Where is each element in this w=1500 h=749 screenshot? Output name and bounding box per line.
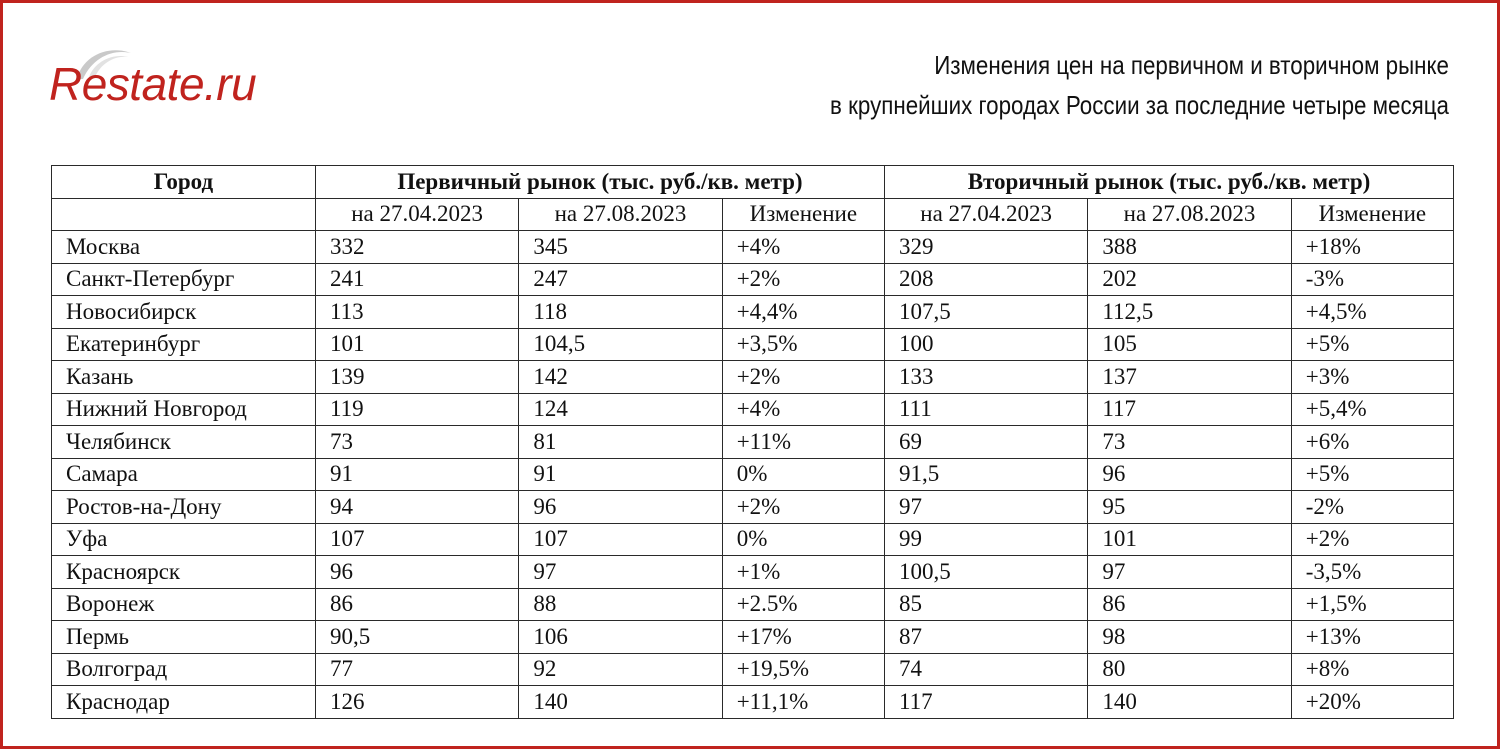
cell-secondary-change: +13% <box>1291 621 1453 654</box>
table-row <box>52 556 1454 589</box>
cell-city: Москва <box>52 231 316 264</box>
cell-secondary-change: +4,5% <box>1291 296 1453 329</box>
cell-primary-date-1: 119 <box>315 393 518 426</box>
cell-primary-change: +11,1% <box>722 686 884 719</box>
cell-secondary-date-1: 99 <box>884 523 1087 556</box>
cell-secondary-date-2: 388 <box>1088 231 1291 264</box>
cell-secondary-change: +1,5% <box>1291 588 1453 621</box>
cell-secondary-change: -3,5% <box>1291 556 1453 589</box>
table-row <box>52 426 1454 459</box>
logo-text: Restate.ru <box>49 58 257 110</box>
table-row <box>52 686 1454 719</box>
cell-primary-date-2: 104,5 <box>519 328 722 361</box>
cell-secondary-change: +5% <box>1291 328 1453 361</box>
cell-secondary-date-2: 202 <box>1088 263 1291 296</box>
cell-city: Волгоград <box>52 653 316 686</box>
cell-secondary-change: +5,4% <box>1291 393 1453 426</box>
cell-city: Уфа <box>52 523 316 556</box>
cell-secondary-change: +18% <box>1291 231 1453 264</box>
cell-secondary-date-2: 86 <box>1088 588 1291 621</box>
cell-city: Казань <box>52 361 316 394</box>
table-row <box>52 361 1454 394</box>
cell-city: Нижний Новгород <box>52 393 316 426</box>
cell-primary-date-1: 73 <box>315 426 518 459</box>
header-primary-market: Первичный рынок (тыс. руб./кв. метр) <box>315 166 884 199</box>
table-row <box>52 653 1454 686</box>
cell-secondary-date-2: 101 <box>1088 523 1291 556</box>
subheader-primary-change: Изменение <box>722 198 884 231</box>
cell-primary-date-1: 139 <box>315 361 518 394</box>
table-body <box>52 231 1454 719</box>
cell-secondary-date-1: 133 <box>884 361 1087 394</box>
subheader-secondary-change: Изменение <box>1291 198 1453 231</box>
cell-primary-date-2: 118 <box>519 296 722 329</box>
cell-secondary-date-1: 74 <box>884 653 1087 686</box>
cell-secondary-date-1: 208 <box>884 263 1087 296</box>
cell-primary-date-1: 241 <box>315 263 518 296</box>
table-row <box>52 328 1454 361</box>
cell-secondary-date-2: 96 <box>1088 458 1291 491</box>
table-row <box>52 231 1454 264</box>
cell-city: Челябинск <box>52 426 316 459</box>
table-row <box>52 588 1454 621</box>
cell-primary-change: +2% <box>722 491 884 524</box>
subheader-secondary-date-1: на 27.04.2023 <box>884 198 1087 231</box>
cell-city: Санкт-Петербург <box>52 263 316 296</box>
cell-primary-date-1: 77 <box>315 653 518 686</box>
cell-primary-change: +19,5% <box>722 653 884 686</box>
header-city: Город <box>52 166 316 199</box>
cell-primary-date-2: 91 <box>519 458 722 491</box>
cell-secondary-date-2: 137 <box>1088 361 1291 394</box>
cell-primary-date-1: 86 <box>315 588 518 621</box>
cell-secondary-change: +2% <box>1291 523 1453 556</box>
cell-secondary-date-1: 69 <box>884 426 1087 459</box>
cell-city: Новосибирск <box>52 296 316 329</box>
cell-secondary-date-1: 87 <box>884 621 1087 654</box>
cell-secondary-date-2: 117 <box>1088 393 1291 426</box>
cell-primary-date-2: 81 <box>519 426 722 459</box>
subheader-empty <box>52 198 316 231</box>
cell-primary-date-1: 126 <box>315 686 518 719</box>
cell-city: Самара <box>52 458 316 491</box>
cell-primary-date-1: 94 <box>315 491 518 524</box>
cell-primary-date-2: 96 <box>519 491 722 524</box>
cell-primary-date-2: 97 <box>519 556 722 589</box>
cell-secondary-date-1: 97 <box>884 491 1087 524</box>
cell-primary-change: 0% <box>722 458 884 491</box>
cell-primary-date-1: 96 <box>315 556 518 589</box>
table-subheader-row <box>52 198 1454 231</box>
cell-primary-date-1: 107 <box>315 523 518 556</box>
cell-secondary-date-1: 85 <box>884 588 1087 621</box>
table-row <box>52 621 1454 654</box>
price-table <box>51 165 1454 719</box>
subheader-secondary-date-2: на 27.08.2023 <box>1088 198 1291 231</box>
cell-secondary-date-2: 73 <box>1088 426 1291 459</box>
table-row <box>52 263 1454 296</box>
cell-primary-date-2: 345 <box>519 231 722 264</box>
table-row <box>52 491 1454 524</box>
cell-primary-change: +11% <box>722 426 884 459</box>
cell-primary-date-2: 88 <box>519 588 722 621</box>
cell-primary-date-2: 140 <box>519 686 722 719</box>
subheader-primary-date-2: на 27.08.2023 <box>519 198 722 231</box>
table-row <box>52 296 1454 329</box>
header-secondary-market: Вторичный рынок (тыс. руб./кв. метр) <box>884 166 1453 199</box>
table-header-row <box>52 166 1454 199</box>
cell-primary-change: +2.5% <box>722 588 884 621</box>
page-title <box>795 45 1449 125</box>
cell-primary-date-1: 113 <box>315 296 518 329</box>
cell-secondary-date-1: 107,5 <box>884 296 1087 329</box>
cell-secondary-date-1: 100 <box>884 328 1087 361</box>
cell-primary-date-2: 247 <box>519 263 722 296</box>
cell-city: Воронеж <box>52 588 316 621</box>
cell-secondary-date-2: 112,5 <box>1088 296 1291 329</box>
cell-primary-change: +1% <box>722 556 884 589</box>
title-line-2: в крупнейших городах России за последние четыре месяца <box>830 90 1449 120</box>
cell-city: Красноярск <box>52 556 316 589</box>
cell-primary-date-2: 106 <box>519 621 722 654</box>
cell-city: Пермь <box>52 621 316 654</box>
cell-secondary-date-1: 100,5 <box>884 556 1087 589</box>
cell-secondary-date-1: 329 <box>884 231 1087 264</box>
cell-secondary-change: +3% <box>1291 361 1453 394</box>
cell-secondary-date-1: 91,5 <box>884 458 1087 491</box>
cell-secondary-change: -3% <box>1291 263 1453 296</box>
cell-secondary-change: +6% <box>1291 426 1453 459</box>
table-row <box>52 458 1454 491</box>
cell-city: Краснодар <box>52 686 316 719</box>
subheader-primary-date-1: на 27.04.2023 <box>315 198 518 231</box>
cell-secondary-date-2: 98 <box>1088 621 1291 654</box>
cell-secondary-date-2: 140 <box>1088 686 1291 719</box>
cell-primary-date-2: 107 <box>519 523 722 556</box>
cell-primary-date-1: 90,5 <box>315 621 518 654</box>
cell-city: Екатеринбург <box>52 328 316 361</box>
cell-primary-change: +3,5% <box>722 328 884 361</box>
table-row <box>52 523 1454 556</box>
cell-primary-change: +2% <box>722 263 884 296</box>
cell-secondary-date-2: 95 <box>1088 491 1291 524</box>
cell-primary-date-2: 124 <box>519 393 722 426</box>
cell-primary-change: +4% <box>722 231 884 264</box>
cell-secondary-change: -2% <box>1291 491 1453 524</box>
cell-primary-date-2: 92 <box>519 653 722 686</box>
cell-city: Ростов-на-Дону <box>52 491 316 524</box>
cell-secondary-date-2: 105 <box>1088 328 1291 361</box>
cell-secondary-date-2: 97 <box>1088 556 1291 589</box>
cell-secondary-date-1: 111 <box>884 393 1087 426</box>
cell-secondary-change: +8% <box>1291 653 1453 686</box>
cell-primary-change: +4,4% <box>722 296 884 329</box>
title-line-1: Изменения цен на первичном и вторичном рынке <box>934 50 1449 80</box>
cell-primary-change: +4% <box>722 393 884 426</box>
table-row <box>52 393 1454 426</box>
cell-primary-change: 0% <box>722 523 884 556</box>
cell-primary-date-2: 142 <box>519 361 722 394</box>
cell-primary-date-1: 332 <box>315 231 518 264</box>
cell-secondary-date-1: 117 <box>884 686 1087 719</box>
cell-primary-change: +2% <box>722 361 884 394</box>
cell-secondary-date-2: 80 <box>1088 653 1291 686</box>
restate-logo[interactable] <box>49 43 319 123</box>
cell-primary-date-1: 101 <box>315 328 518 361</box>
cell-secondary-change: +5% <box>1291 458 1453 491</box>
cell-secondary-change: +20% <box>1291 686 1453 719</box>
cell-primary-date-1: 91 <box>315 458 518 491</box>
cell-primary-change: +17% <box>722 621 884 654</box>
